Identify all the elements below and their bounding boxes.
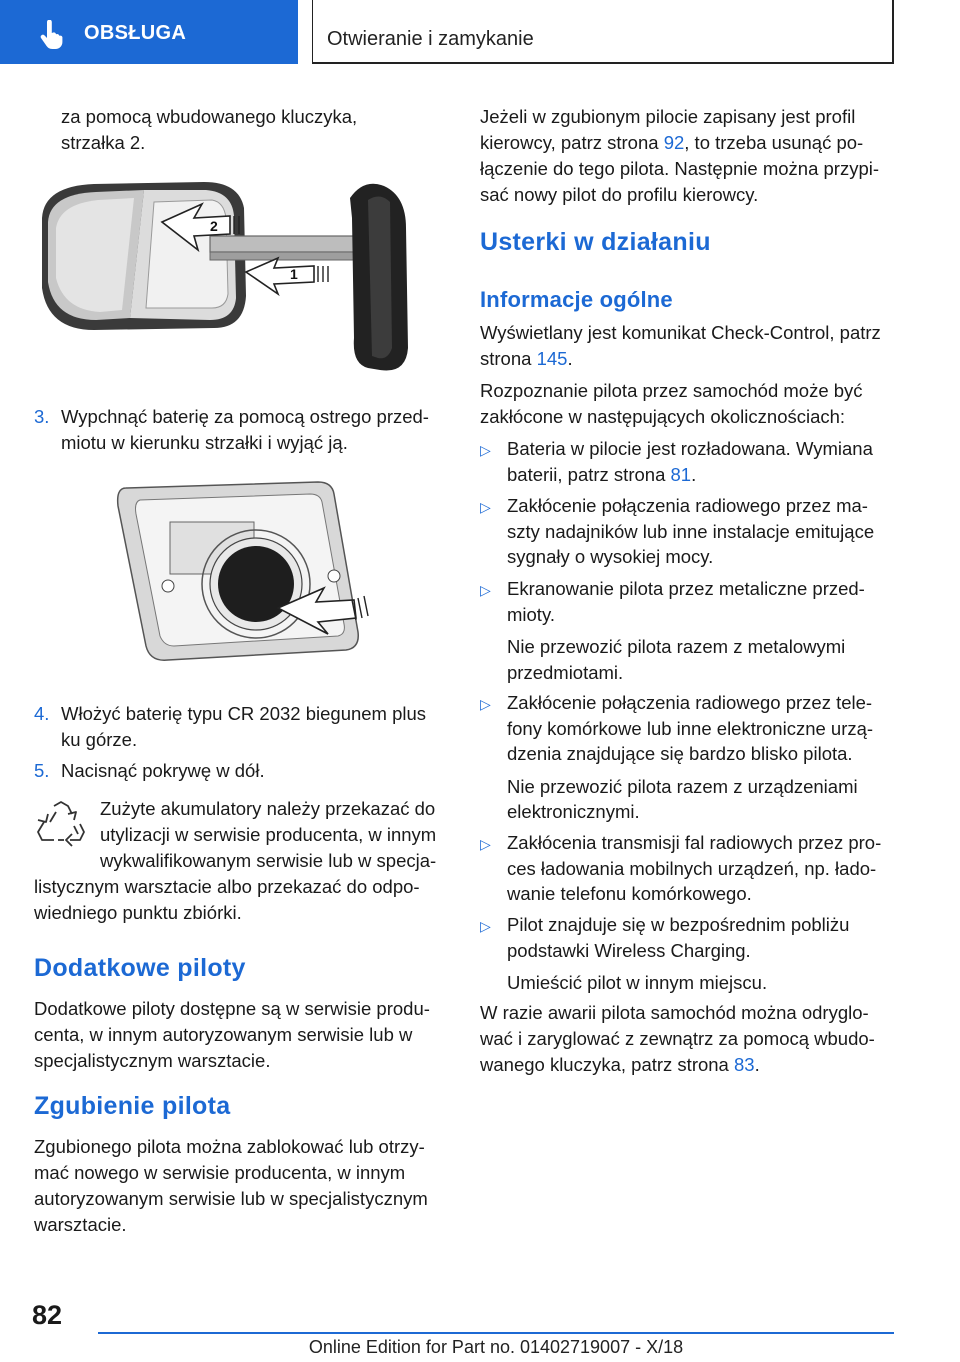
para1-line-1: Jeżeli w zgubionym pilocie zapisany jest profil [480,106,856,127]
triangle-bullet-icon: ▷ [480,442,491,458]
chapter-title-box [312,0,894,64]
para2-line-2: strona 145. [480,348,573,369]
para4-line-1: W razie awarii pilota samochód można odryglo- [480,1002,869,1023]
section-tab [0,0,298,64]
para4-line-2: wać i zaryglować z zewnątrz za pomocą wbudo- [480,1028,875,1049]
recycle-line-3: wykwalifikowanym serwisie lub w specja- [100,850,437,871]
list-item: ▷ Bateria w pilocie jest rozładowana. Wymiana baterii, patrz strona 81. [480,438,873,485]
lost-key-line-3: autoryzowanym serwisie lub w specjalistycznym [34,1188,428,1209]
extra-keys-line-2: centa, w innym autoryzowanym serwisie lub w [34,1024,413,1045]
list-item: ▷ Zakłócenie połączenia radiowego przez tele- fony komórkowe lub inne elektroniczne urzą- dzenia znajdujące się bardzo blisko pilota. Nie przewozić pilota razem z urządzeniami elektronicznymi. [480,692,874,822]
page-number: 82 [32,1300,63,1330]
page-link-83[interactable]: 83 [734,1054,755,1075]
edition-note: Online Edition for Part no. 01402719007 - X/18 [308,1337,684,1357]
key-removal-figure [34,178,446,376]
section-label: OBSŁUGA [84,22,187,44]
recycle-line-2: utylizacji w serwisie producenta, w innym [100,824,437,845]
para1-line-4: sać nowy pilot do profilu kierowcy. [480,184,759,205]
extra-keys-line-1: Dodatkowe piloty dostępne są w serwisie produ- [34,998,430,1019]
page-link-81[interactable]: 81 [670,463,692,485]
step-3-line-2: miotu w kierunku strzałki i wyjąć ją. [61,432,348,453]
step-5-line-1: Nacisnąć pokrywę w dół. [61,760,265,781]
lost-key-line-4: warsztacie. [34,1214,127,1235]
list-item: ▷ Zakłócenia transmisji fal radiowych przez pro- ces ładowania mobilnych urządzeń, np. łado- wanie telefonu komórkowego. [480,832,882,904]
lost-key-line-2: mać nowego w serwisie producenta, w innym [34,1162,406,1183]
lost-key-line-1: Zgubionego pilota można zablokować lub otrzy- [34,1136,425,1157]
page-header [0,0,960,66]
list-item: ▷ Pilot znajduje się w bezpośrednim pobliżu podstawki Wireless Charging. Umieścić pilot w innym miejscu. [480,914,850,993]
recycle-line-5: wiedniego punktu zbiórki. [34,902,242,923]
para4-line-3: wanego kluczyka, patrz strona 83. [480,1054,760,1075]
battery-figure [106,476,386,666]
para3-line-1: Rozpoznanie pilota przez samochód może być [480,380,863,401]
triangle-bullet-icon: ▷ [480,499,491,515]
heading-extra-keys: Dodatkowe piloty [34,954,246,982]
triangle-bullet-icon: ▷ [480,836,491,852]
list-item: ▷ Zakłócenie połączenia radiowego przez ma- szty nadajników lub inne instalacje emitujące sygnały o wysokiej mocy. [480,495,875,567]
triangle-bullet-icon: ▷ [480,582,491,598]
triangle-bullet-icon: ▷ [480,918,491,934]
step-4-number: 4. [34,703,50,724]
heading-general-info: Informacje ogólne [480,287,673,312]
page-link-92[interactable]: 92 [663,132,685,153]
recycle-icon [34,800,88,850]
step-5-number: 5. [34,760,50,781]
intro-line-1: za pomocą wbudowanego kluczyka, [61,106,358,127]
para2-line-1: Wyświetlany jest komunikat Check-Control, patrz [480,322,881,343]
triangle-bullet-icon: ▷ [480,696,491,712]
recycle-line-1: Zużyte akumulatory należy przekazać do [100,798,436,819]
step-4-line-2: ku górze. [61,729,138,750]
extra-keys-line-3: specjalistycznym warsztacie. [34,1050,271,1071]
heading-malfunction: Usterki w działaniu [480,228,711,256]
heading-lost-key: Zgubienie pilota [34,1092,231,1120]
para1-line-2: kierowcy, patrz strona 92, to trzeba usunąć po- [480,132,864,153]
page-link-145[interactable]: 145 [536,348,568,369]
recycle-line-4: listycznym warsztacie albo przekazać do odpo- [34,876,420,897]
step-4-line-1: Włożyć baterię typu CR 2032 biegunem plus [61,703,427,724]
para3-line-2: zakłócone w następujących okolicznościach: [480,406,846,427]
footer-divider [98,1332,894,1334]
step-3-number: 3. [34,406,50,427]
step-3-line-1: Wypchnąć baterię za pomocą ostrego przed- [61,406,429,427]
arrow-label-2: 2 [210,218,218,234]
intro-line-2: strzałka 2. [61,132,146,153]
arrow-label-1: 1 [290,266,298,282]
list-item: ▷ Ekranowanie pilota przez metaliczne przed- mioty. Nie przewozić pilota razem z metalowymi przedmiotami. [480,578,865,683]
para1-line-3: łączenie do tego pilota. Następnie można przypi- [480,158,880,179]
hand-pointer-icon [38,20,66,50]
chapter-title: Otwieranie i zamykanie [327,28,534,50]
